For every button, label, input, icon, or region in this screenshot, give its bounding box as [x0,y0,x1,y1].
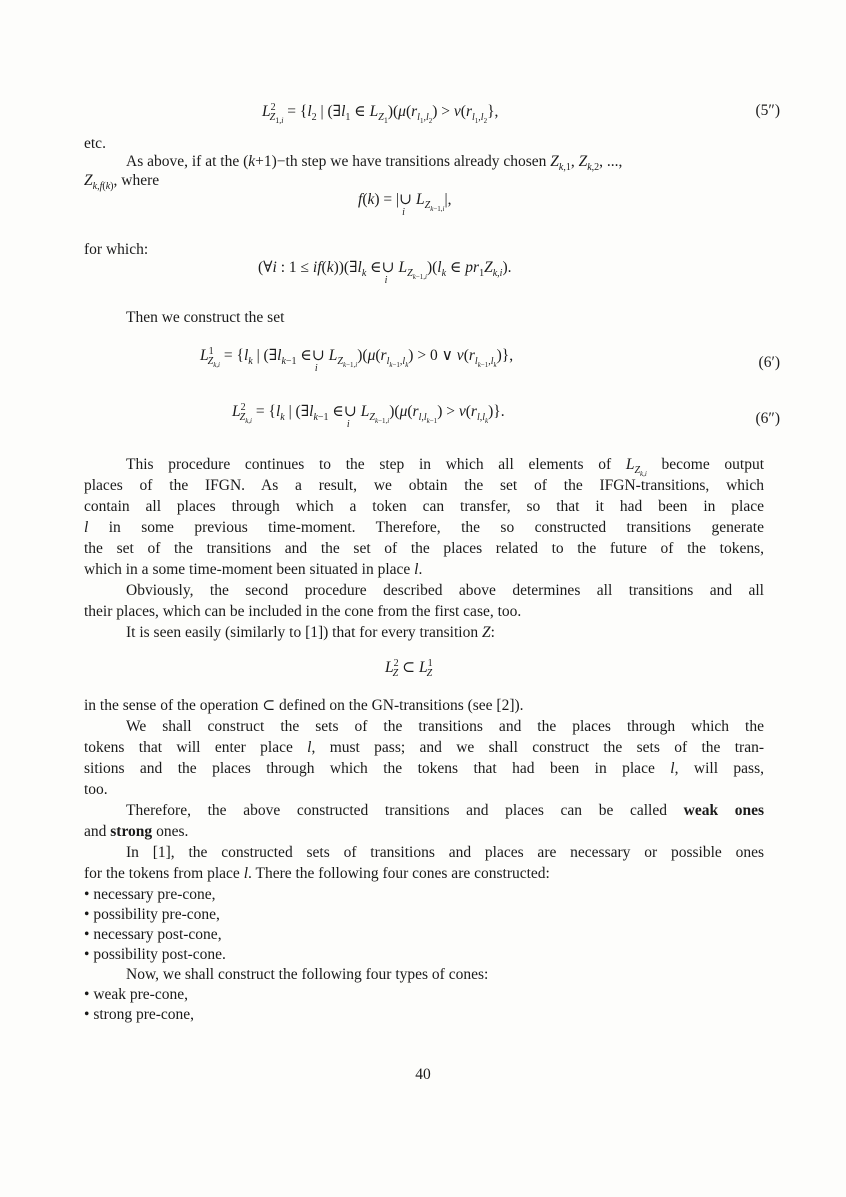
paragraph-line: We shall construct the sets of the transitions and the places through which the [126,718,764,735]
text-fragment: This procedure continues to the step in which all elements of [126,456,612,473]
bullet-icon: • [84,906,90,923]
equation-5pp: $L^2_{Z_{1,i}} = \{l_2$ | ($\exists l_1$ ∈ $L_{Z_1})(\mu(r_{l_1,l_2}) > \nu(r_{l_1,l_2}\}$, [262,101,499,126]
text-fragment: for the tokens from place [84,865,240,882]
paragraph-line: sitions and the places through which the tokens that had been in place l, will pass, [84,760,764,777]
text-fragment: sitions and the places through which the tokens that had been in place [84,760,655,777]
list-item [84,1005,764,1025]
bullet-icon: • [84,926,90,943]
bullet-icon: • [84,946,90,963]
paragraph-line: It is seen easily (similarly to [1]) that for every transition Z: [126,624,495,641]
paragraph-line: Now, we shall construct the following four types of cones: [126,966,489,983]
paragraph-line: $Z_{k,f(k)}$, where [84,172,160,193]
text-for-which: for which: [84,241,149,258]
bullet-icon: • [84,986,90,1003]
paragraph-line: As above, if at the (k+1)−th step we have transitions already chosen $Z_{k,1}$, $Z_{k,2}$, ..., [126,153,623,174]
equation-fk: f(k) = |∪ i $L_{Z_{k-1,i}}|$, [358,191,452,218]
paragraph-line: This procedure continues to the step in which all elements of $L_{Z_{k,i}}$ become output [126,456,765,479]
paragraph-line: l in some previous time-moment. Therefore, the so constructed transitions generate [84,519,764,536]
text-then: Then we construct the set [126,309,285,326]
list-item [84,925,764,945]
bullet-icon: • [84,886,90,903]
equation-number-5pp: (5″) [755,102,780,119]
text-fragment: in some previous time-moment. Therefore, the so constructed transitions generate [108,519,764,536]
paragraph-line: places of the IFGN. As a result, we obtain the set of the IFGN-transitions, which [84,477,764,494]
paragraph-line: which in a some time-moment been situated in place l. [84,561,423,578]
paragraph-line [126,801,764,821]
text-fragment: which in a some time-moment been situated in place [84,561,411,578]
paragraph-line: Obviously, the second procedure described above determines all transitions and all [126,582,764,599]
list-item-text: strong pre-cone, [93,1006,195,1023]
list-item [84,945,764,965]
bold-term: weak ones [683,802,765,819]
equation-6p: $L^1_{Z_{k,i}} = \{l_k$ | ($\exists l_{k-1}$ ∈∪ i $L_{Z_{k-1,i}})(\mu(r_{l_{k-1},l_k}) > 0$ ∨ $\nu(r_{l_{k-1},l_k})$}, [200,345,514,374]
text-fragment: and [84,823,107,840]
list-item [84,905,764,925]
bold-term: strong [110,823,153,840]
equation-6pp: $L^2_{Z_{k,i}} = \{l_k$ | ($\exists l_{k-1}$ ∈∪ i $L_{Z_{k-1,i}})(\mu(r_{l,l_{k-1}}) > \nu(r_{l,l_k})\}$. [232,401,505,430]
text-fragment: become output [661,456,765,473]
paragraph-line: too. [84,781,108,798]
bullet-icon: • [84,1006,90,1023]
equation-number-6pp: (6″) [755,410,780,427]
paragraph-line: in the sense of the operation ⊂ defined on the GN-transitions (see [2]). [84,697,524,714]
text-etc: etc. [84,135,106,152]
list-item-text: possibility post-cone. [93,946,226,963]
paragraph-line [84,822,764,842]
text-fragment: , must pass; and we shall construct the sets of the tran- [311,739,765,756]
text-fragment: +1)−th step we have transitions already chosen [255,153,551,170]
page-number: 40 [415,1066,431,1083]
paragraph-line: their places, which can be included in the cone from the first case, too. [84,603,522,620]
text-fragment: Therefore, the above constructed transitions and places can be called [126,802,667,819]
paragraph-line: for the tokens from place l. There the following four cones are constructed: [84,865,550,882]
list-item [84,885,764,905]
paragraph-line: tokens that will enter place l, must pass; and we shall construct the sets of the tran- [84,739,765,756]
text-fragment: , will pass, [674,760,764,777]
text-fragment: ones. [156,823,189,840]
list-item-text: weak pre-cone, [93,986,188,1003]
text-fragment: tokens that will enter place [84,739,293,756]
text-fragment: As above, if at the ( [126,153,249,170]
equation-subset: $L^2_Z$ ⊂ $L^1_Z$ [385,657,433,680]
text-fragment: , where [113,172,160,189]
text-fragment: It is seen easily (similarly to [1]) that for every transition [126,624,479,641]
paragraph-line: In [1], the constructed sets of transitions and places are necessary or possible ones [126,844,764,861]
list-item [84,985,764,1005]
text-fragment: . There the following four cones are constructed: [248,865,550,882]
equation-number-6p: (6′) [758,354,780,371]
paragraph-line: contain all places through which a token can transfer, so that it had been in place [84,498,764,515]
list-item-text: necessary post-cone, [93,926,222,943]
list-item-text: possibility pre-cone, [93,906,220,923]
list-item-text: necessary pre-cone, [93,886,216,903]
equation-condition: (∀i : $1 \le if(k))(\exists l_k$ ∈∪ i $L_{Z_{k-1,i}})(l_k$ ∈ $pr_1Z_{k,i}$). [258,259,512,286]
paragraph-line: the set of the transitions and the set of the places related to the future of the tokens, [84,540,764,557]
